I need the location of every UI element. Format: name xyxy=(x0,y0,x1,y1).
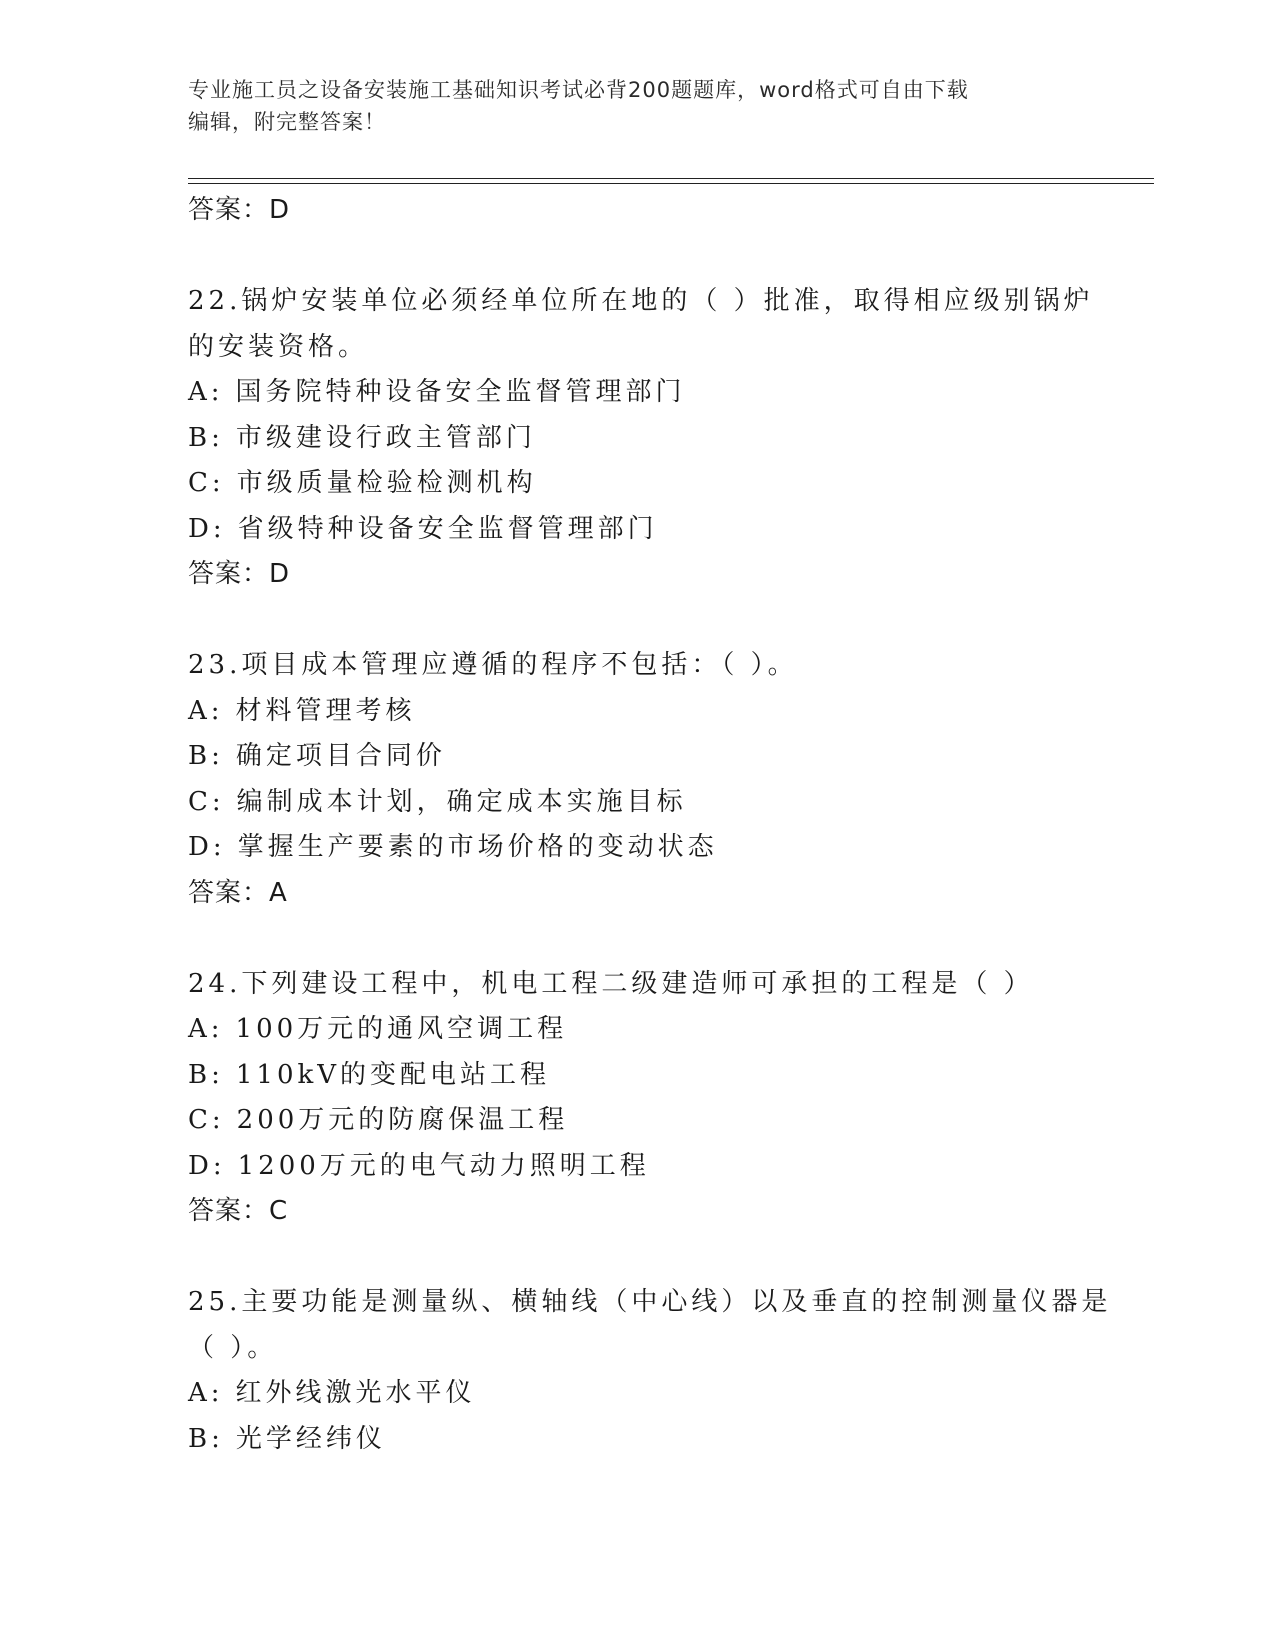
option-b xyxy=(188,1417,1088,1463)
previous-answer: 答案：D xyxy=(188,195,291,225)
spacer xyxy=(188,598,1088,644)
option-text: 100万元的通风空调工程 xyxy=(235,1014,568,1044)
option-text: 掌握生产要素的市场价格的变动状态 xyxy=(237,832,718,862)
option-label: D: xyxy=(188,1150,226,1181)
option-a xyxy=(188,689,1088,735)
option-text: 市级建设行政主管部门 xyxy=(235,422,536,453)
option-text: 光学经纬仪 xyxy=(235,1423,386,1454)
question-stem: 24.下列建设工程中，机电工程二级建造师可承担的工程是（ ） xyxy=(188,968,1034,999)
option-b xyxy=(188,734,1088,780)
option-label: A: xyxy=(188,1378,224,1408)
option-label: A: xyxy=(188,695,224,726)
option-text: 1200万元的电气动力照明工程 xyxy=(237,1150,650,1181)
answer: 答案：C xyxy=(188,1196,289,1226)
option-label: B: xyxy=(188,741,224,771)
question-stem: 22.锅炉安装单位必须经单位所在地的（ ）批准，取得相应级别锅炉 xyxy=(188,286,1094,316)
question-stem: （ ）。 xyxy=(188,1332,278,1363)
answer: 答案：A xyxy=(188,877,288,908)
option-label: B: xyxy=(188,1059,224,1090)
option-b xyxy=(188,416,1088,462)
header-divider-thick xyxy=(188,178,1154,179)
option-a xyxy=(188,370,1088,416)
spacer xyxy=(188,234,1088,280)
page-header xyxy=(188,74,1068,138)
option-label: C: xyxy=(188,786,225,817)
option-label: D: xyxy=(188,513,226,544)
option-b xyxy=(188,1053,1088,1099)
option-label: A: xyxy=(188,377,224,407)
option-c xyxy=(188,461,1088,507)
spacer xyxy=(188,916,1088,962)
option-label: B: xyxy=(188,1423,224,1454)
option-d xyxy=(188,1144,1088,1190)
header-divider-thin xyxy=(188,183,1154,184)
question-24 xyxy=(188,962,1088,1235)
option-label: B: xyxy=(188,422,224,453)
option-a xyxy=(188,1371,1088,1417)
option-text: 确定项目合同价 xyxy=(235,741,446,771)
option-label: C: xyxy=(188,1105,225,1135)
option-a xyxy=(188,1007,1088,1053)
option-label: A: xyxy=(188,1014,224,1044)
option-label: C: xyxy=(188,468,225,498)
question-22 xyxy=(188,279,1094,598)
option-d xyxy=(188,825,1088,871)
answer: 答案：D xyxy=(188,559,291,589)
option-c xyxy=(188,1098,1088,1144)
option-text: 省级特种设备安全监督管理部门 xyxy=(237,513,658,544)
option-d xyxy=(188,507,1088,553)
option-text: 110kV的变配电站工程 xyxy=(235,1059,551,1090)
question-23 xyxy=(188,643,1088,916)
question-stem: 23.项目成本管理应遵循的程序不包括：（ ）。 xyxy=(188,650,798,680)
header-line-2: 编辑，附完整答案！ xyxy=(188,110,386,134)
option-text: 材料管理考核 xyxy=(235,695,416,726)
option-label: D: xyxy=(188,832,226,862)
question-list xyxy=(188,188,1112,1462)
question-25 xyxy=(188,1280,1112,1462)
question-stem: 的安装资格。 xyxy=(188,331,369,362)
option-text: 红外线激光水平仪 xyxy=(235,1378,476,1408)
option-text: 编制成本计划，确定成本实施目标 xyxy=(236,786,687,817)
question-stem: 25.主要功能是测量纵、横轴线（中心线）以及垂直的控制测量仪器是 xyxy=(188,1287,1112,1317)
option-text: 市级质量检验检测机构 xyxy=(236,468,537,498)
spacer xyxy=(188,1235,1088,1281)
option-text: 国务院特种设备安全监督管理部门 xyxy=(235,377,686,407)
option-text: 200万元的防腐保温工程 xyxy=(236,1105,569,1135)
option-c xyxy=(188,780,1088,826)
header-line-1: 专业施工员之设备安装施工基础知识考试必背200题题库，word格式可自由下载 xyxy=(188,78,969,102)
